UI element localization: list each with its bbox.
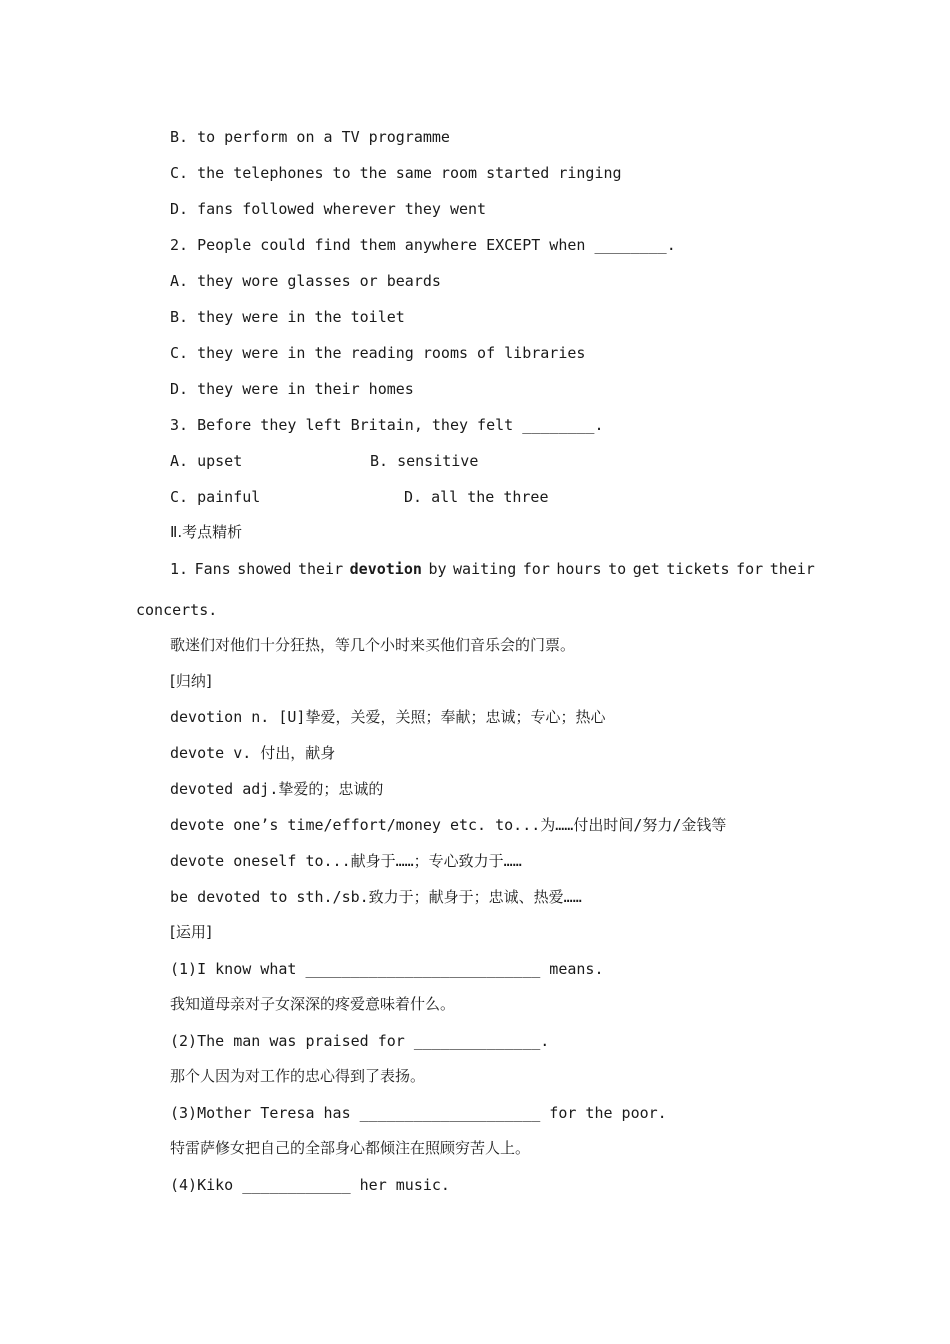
sentence-word: showed [237, 560, 292, 578]
sentence-word: to [608, 560, 627, 578]
practice-item-en: (4)Kiko ____________ her music. [170, 1176, 450, 1194]
sentence-word: waiting [453, 560, 517, 578]
q1-option-d: D. fans followed wherever they went [170, 200, 487, 218]
practice-item-cn: 我知道母亲对子女深深的疼爱意味着什么。 [170, 995, 456, 1013]
q2-option-b: B. they were in the toilet [170, 308, 405, 326]
q3-stem: 3. Before they left Britain, they felt ________. [170, 416, 604, 434]
practice-item-en: (2)The man was praised for ______________. [170, 1032, 550, 1050]
summary-label: [归纳] [170, 672, 212, 690]
sentence-word: for [736, 560, 764, 578]
summary-item: devote v. 付出，献身 [170, 744, 336, 762]
sentence-word: get [632, 560, 660, 578]
sentence-word: hours [556, 560, 602, 578]
q2-option-a: A. they wore glasses or beards [170, 272, 441, 290]
practice-item-en: (3)Mother Teresa has ____________________ for the poor. [170, 1104, 667, 1122]
sentence-word: tickets [666, 560, 730, 578]
sentence-word: 1. [170, 560, 189, 578]
q2-option-d: D. they were in their homes [170, 380, 414, 398]
summary-item: be devoted to sth./sb.致力于；献身于；忠诚、热爱…… [170, 888, 582, 906]
practice-item-cn: 特雷萨修女把自己的全部身心都倾注在照顾穷苦人上。 [170, 1139, 531, 1157]
sentence-word: for [522, 560, 550, 578]
q2-stem: 2. People could find them anywhere EXCEPT when ________. [170, 236, 676, 254]
sentence-word: by [428, 560, 447, 578]
summary-item: devoted adj.挚爱的；忠诚的 [170, 780, 384, 798]
q3-option-b: B. sensitive [370, 452, 479, 470]
section-heading: Ⅱ.考点精析 [170, 523, 243, 541]
q1-option-c: C. the telephones to the same room started ringing [170, 164, 622, 182]
q3-option-c: C. painful [170, 488, 261, 506]
sentence-word: Fans [194, 560, 231, 578]
key-sentence [170, 559, 815, 579]
practice-label: [运用] [170, 923, 212, 941]
sentence-word: their [769, 560, 815, 578]
q3-option-d: D. all the three [404, 488, 549, 506]
key-sentence-continuation: concerts. [136, 601, 218, 619]
practice-item-en: (1)I know what __________________________ means. [170, 960, 604, 978]
q3-option-a: A. upset [170, 452, 243, 470]
summary-item: devotion n. [U]挚爱，关爱，关照；奉献；忠诚；专心；热心 [170, 708, 606, 726]
summary-item: devote one’s time/effort/money etc. to...为……付出时间/努力/金钱等 [170, 816, 727, 834]
key-sentence-translation: 歌迷们对他们十分狂热，等几个小时来买他们音乐会的门票。 [170, 636, 576, 654]
keyword-devotion: devotion [349, 560, 422, 578]
q2-option-c: C. they were in the reading rooms of libraries [170, 344, 586, 362]
sentence-word: their [297, 560, 344, 578]
q1-option-b: B. to perform on a TV programme [170, 128, 450, 146]
summary-item: devote oneself to...献身于……；专心致力于…… [170, 852, 522, 870]
practice-item-cn: 那个人因为对工作的忠心得到了表扬。 [170, 1067, 426, 1085]
